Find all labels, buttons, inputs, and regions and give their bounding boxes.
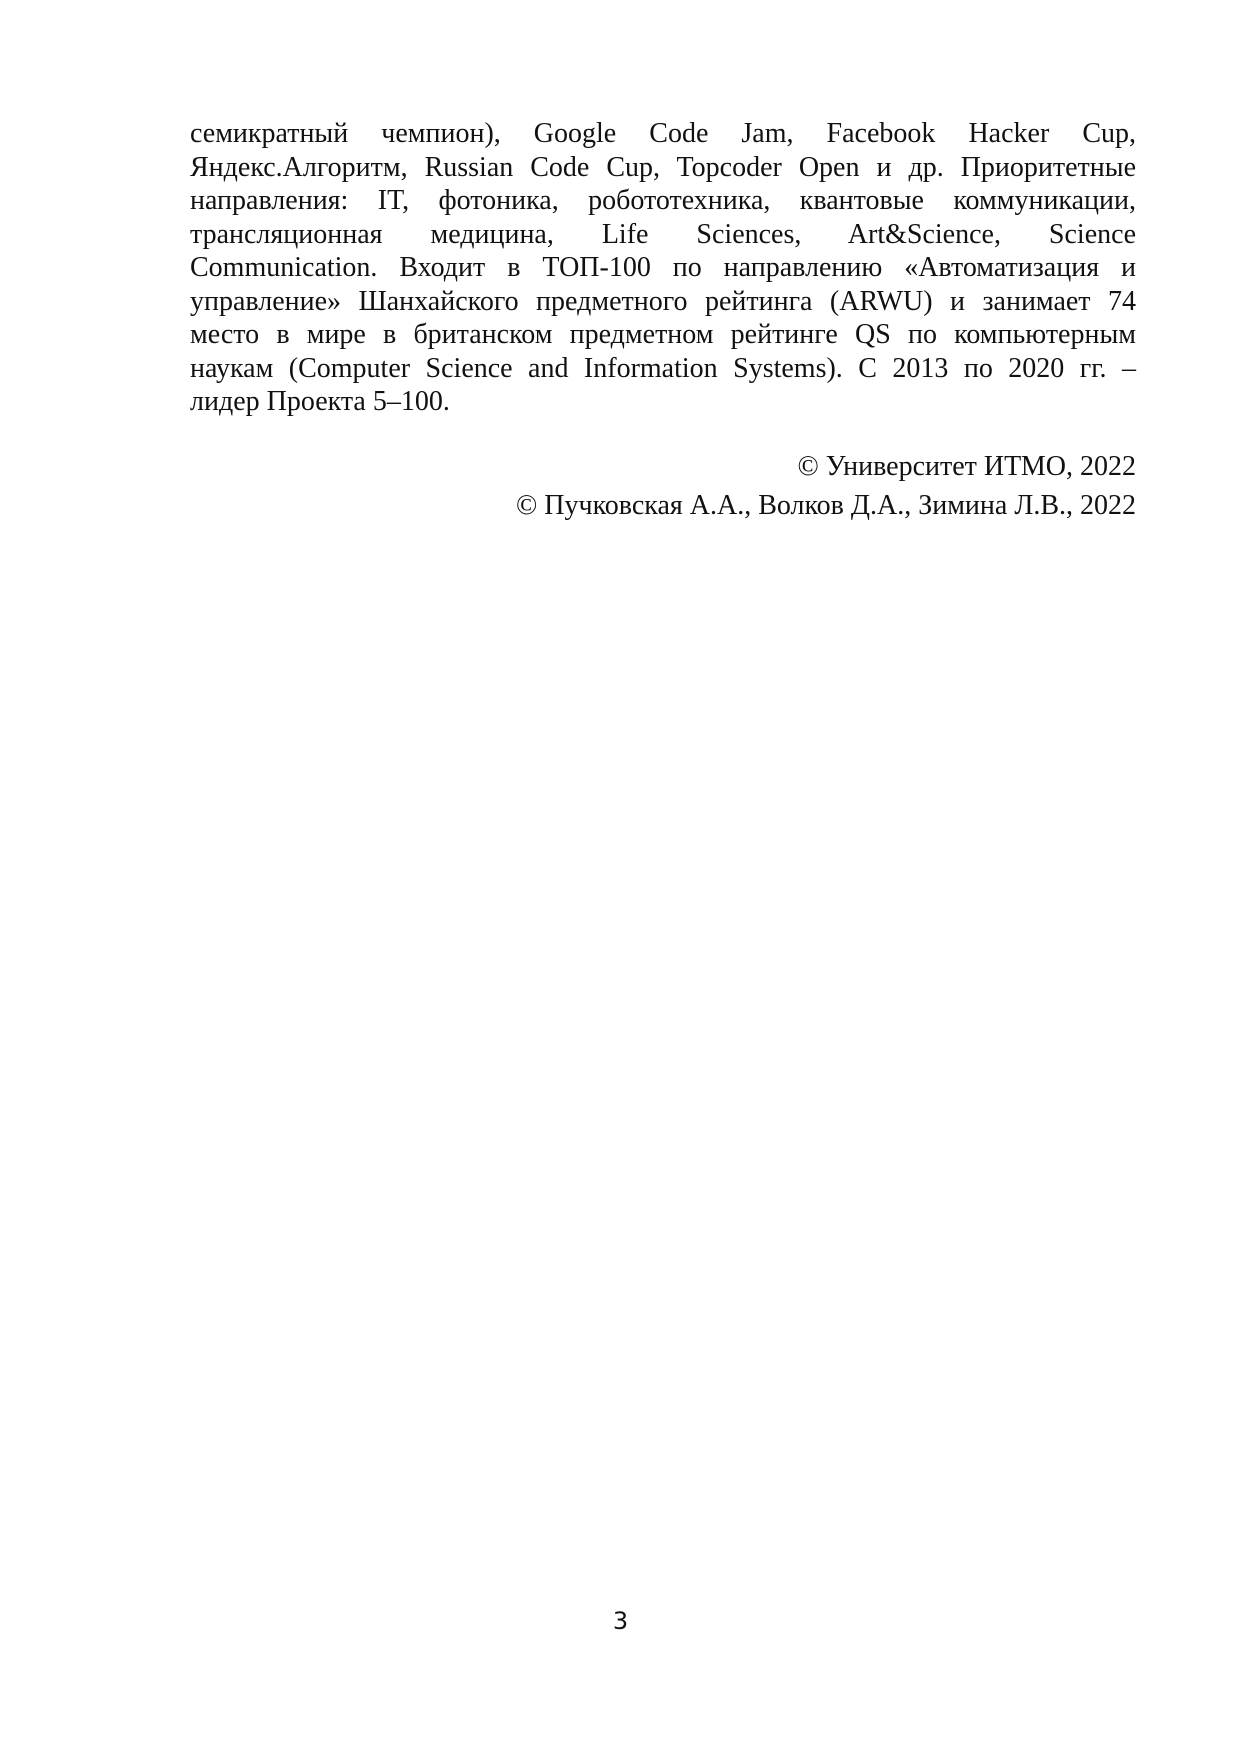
paragraph-line: лидер Проекта 5–100. [190, 386, 450, 417]
paragraph-line: Яндекс.Алгоритм, Russian Code Cup, Topcoder Open и др. Приоритетные [190, 151, 1136, 183]
paragraph-line: Communication. Входит в ТОП-100 по направлению «Автоматизация и [190, 252, 1136, 283]
page-number: 3 [612, 1607, 629, 1635]
paragraph-line: трансляционная медицина, Life Sciences, Art&Science, Science [190, 218, 1136, 250]
copyright-block [516, 447, 1136, 525]
paragraph-line: направления: IT, фотоника, робототехника, квантовые коммуникации, [190, 185, 1136, 216]
copyright-university: © Университет ИТМО, 2022 [797, 451, 1136, 482]
copyright-authors: © Пучковская А.А., Волков Д.А., Зимина Л.В., 2022 [516, 490, 1136, 521]
paragraph-line: наукам (Computer Science and Information Systems). С 2013 по 2020 гг. – [190, 352, 1136, 384]
paragraph-line: семикратный чемпион), Google Code Jam, Facebook Hacker Cup, [190, 118, 1136, 149]
paragraph-line: место в мире в британском предметном рейтинге QS по компьютерным [190, 319, 1136, 350]
paragraph-line: управление» Шанхайского предметного рейтинга (ARWU) и занимает 74 [190, 285, 1136, 317]
body-paragraph [190, 117, 1136, 419]
